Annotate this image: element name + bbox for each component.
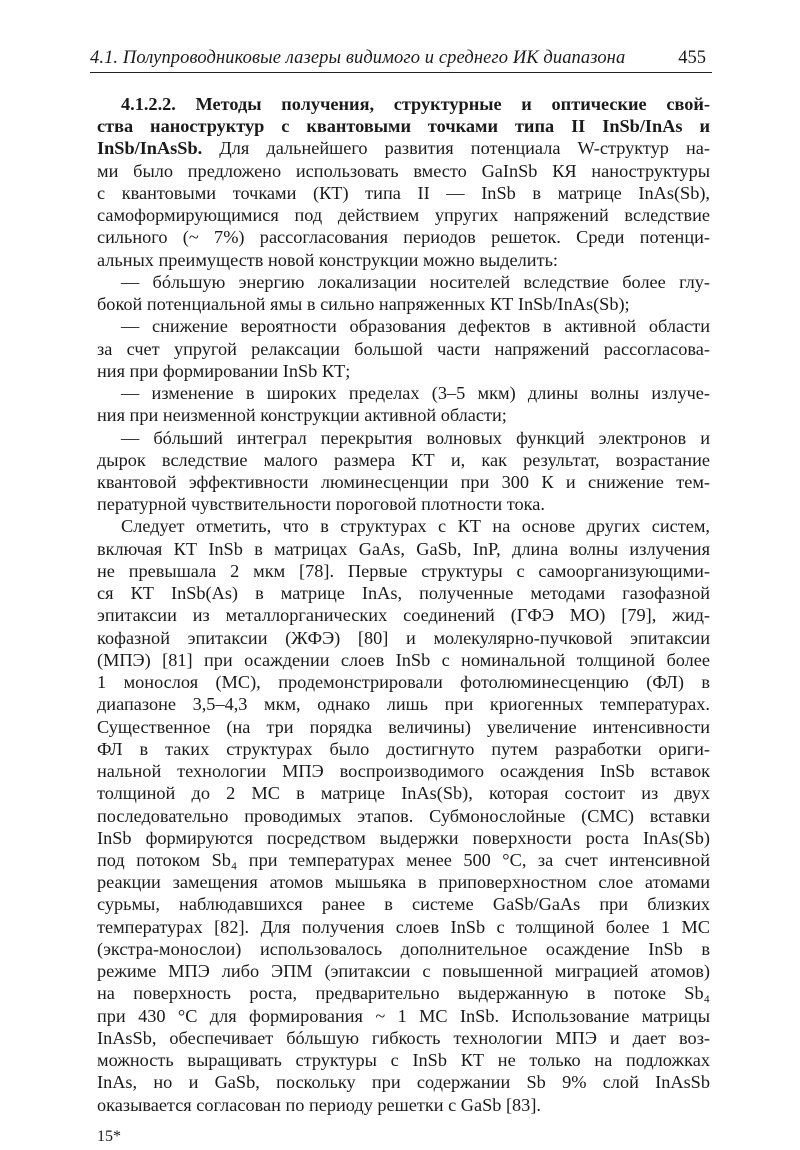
text-line xyxy=(97,916,710,938)
text-line xyxy=(97,627,710,649)
line-text: под потоком Sb₄ при температурах менее 500 °С, за счет интенсивной xyxy=(97,849,710,870)
text-line xyxy=(97,649,710,671)
line-text: альных преимуществ новой конструкции можно выделить: xyxy=(97,249,558,270)
text-line xyxy=(97,538,710,560)
line-text: на поверхность роста, предварительно выдержанную в потоке Sb₄ xyxy=(97,983,710,1004)
page-number: 455 xyxy=(678,48,706,68)
line-text: за счет упругой релаксации большой части напряжений рассогласова- xyxy=(97,338,710,359)
text-line xyxy=(97,160,710,182)
text-line xyxy=(97,338,710,360)
line-text: толщиной до 2 МС в матрице InAs(Sb), которая состоит из двух xyxy=(97,783,710,804)
text-line xyxy=(97,604,710,626)
line-text: температурах [82]. Для получения слоев InSb с толщиной более 1 МС xyxy=(97,916,710,937)
text-line xyxy=(97,226,710,248)
line-text: можность выращивать структуры с InSb КТ не только на подложках xyxy=(97,1050,710,1071)
line-text: при 430 °С для формирования ~ 1 МС InSb. Использование матрицы xyxy=(97,1005,710,1026)
text-line xyxy=(97,716,710,738)
text-line xyxy=(97,293,710,315)
section-heading-text: ства наноструктур с квантовыми точками типа II InSb/InAs и xyxy=(97,116,710,137)
text-line xyxy=(97,271,710,293)
text-line xyxy=(97,1071,710,1093)
line-text: InSb формируются посредством выдержки поверхности роста InAs(Sb) xyxy=(97,827,710,848)
text-line xyxy=(97,449,710,471)
line-text: кофазной эпитаксии (ЖФЭ) [80] и молекулярно-пучковой эпитаксии xyxy=(97,627,710,648)
line-text: нальной технологии МПЭ воспроизводимого осаждения InSb вставок xyxy=(97,761,710,782)
line-text: пературной чувствительности пороговой плотности тока. xyxy=(97,494,545,515)
text-line xyxy=(97,671,710,693)
text-line xyxy=(97,515,710,537)
text-line xyxy=(97,404,710,426)
line-text: ния при неизменной конструкции активной области; xyxy=(97,405,507,426)
line-text: эпитаксии из металлорганических соединений (ГФЭ МО) [79], жид- xyxy=(97,605,710,626)
line-text: — снижение вероятности образования дефектов в активной области xyxy=(121,316,710,337)
text-line xyxy=(97,738,710,760)
line-text: самоформирующимися под действием упругих напряжений вследствие xyxy=(97,205,710,226)
line-text: последовательно проводимых этапов. Субмонослойные (СМС) вставки xyxy=(97,805,710,826)
section-heading-text: 4.1.2.2. Методы получения, структурные и оптические свой- xyxy=(121,94,710,114)
text-line xyxy=(97,315,710,337)
line-text: ния при формировании InSb КТ; xyxy=(97,360,351,381)
line-text: сильного (~ 7%) рассогласования периодов решеток. Среди потенци- xyxy=(97,227,710,248)
text-line xyxy=(97,204,710,226)
text-line xyxy=(97,960,710,982)
line-text: — бóльшую энергию локализации носителей вследствие более глу- xyxy=(121,271,710,292)
text-line xyxy=(97,760,710,782)
line-text: Следует отметить, что в структурах с КТ на основе других систем, xyxy=(121,516,710,537)
line-text: диапазоне 3,5–4,3 мкм, однако лишь при криогенных температурах. xyxy=(97,694,710,715)
line-text: реакции замещения атомов мышьяка в приповерхностном слое атомами xyxy=(97,872,710,893)
text-line xyxy=(97,115,710,137)
line-text: — бóльший интеграл перекрытия волновых функций электронов и xyxy=(121,427,710,448)
line-text: дырок вследствие малого размера КТ и, как результат, возрастание xyxy=(97,449,710,470)
line-text: (экстра-монослои) использовалось дополнительное осаждение InSb в xyxy=(97,938,710,959)
text-line xyxy=(97,693,710,715)
text-line xyxy=(97,938,710,960)
text-line xyxy=(97,982,710,1004)
text-line xyxy=(97,137,710,159)
text-line xyxy=(97,782,710,804)
line-text: квантовой эффективности люминесценции при 300 К и снижение тем- xyxy=(97,471,710,492)
line-text: оказывается согласован по периоду решетки с GaSb [83]. xyxy=(97,1094,541,1115)
text-line xyxy=(97,93,710,115)
line-text: ми было предложено использовать вместо GaInSb КЯ наноструктуры xyxy=(97,160,710,181)
text-line xyxy=(97,471,710,493)
line-text: InAsSb, обеспечивает бóльшую гибкость технологии МПЭ и дает воз- xyxy=(97,1027,710,1048)
line-text: включая КТ InSb в матрицах GaAs, GaSb, InP, длина волны излучения xyxy=(97,538,710,559)
line-text: режиме МПЭ либо ЭПМ (эпитаксии с повышенной миграцией атомов) xyxy=(97,961,710,982)
line-text: с квантовыми точками (КТ) типа II — InSb в матрице InAs(Sb), xyxy=(97,182,710,203)
running-header xyxy=(90,48,712,73)
text-line xyxy=(97,1049,710,1071)
text-line xyxy=(97,360,710,382)
text-line xyxy=(97,871,710,893)
text-line xyxy=(97,382,710,404)
text-line xyxy=(97,493,710,515)
text-line xyxy=(97,1027,710,1049)
line-text: (МПЭ) [81] при осаждении слоев InSb с номинальной толщиной более xyxy=(97,649,710,670)
line-text: 1 монослоя (МС), продемонстрировали фотолюминесценцию (ФЛ) в xyxy=(97,672,710,693)
text-line xyxy=(97,582,710,604)
text-line xyxy=(97,560,710,582)
line-text: ся КТ InSb(As) в матрице InAs, полученные методами газофазной xyxy=(97,583,710,604)
text-line xyxy=(97,182,710,204)
line-text: — изменение в широких пределах (3–5 мкм) длины волны излуче- xyxy=(121,383,710,404)
text-line xyxy=(97,1005,710,1027)
text-line xyxy=(97,249,710,271)
text-line xyxy=(97,827,710,849)
line-text: Существенное (на три порядка величины) увеличение интенсивности xyxy=(97,716,710,737)
line-text: бокой потенциальной ямы в сильно напряженных КТ InSb/InAs(Sb); xyxy=(97,294,630,315)
text-line xyxy=(97,893,710,915)
text-line xyxy=(97,1094,710,1116)
line-text: Для дальнейшего развития потенциала W-структур на- xyxy=(202,138,710,159)
line-text: ФЛ в таких структурах было достигнуто путем разработки ориги- xyxy=(97,738,710,759)
line-text: не превышала 2 мкм [78]. Первые структуры с самоорганизующими- xyxy=(97,560,710,581)
line-text: сурьмы, наблюдавшихся ранее в системе GaSb/GaAs при близких xyxy=(97,894,710,915)
section-heading-text: InSb/InAsSb. xyxy=(97,138,203,159)
signature-mark: 15* xyxy=(97,1128,121,1145)
text-line xyxy=(97,805,710,827)
section-body xyxy=(97,93,710,1116)
text-line xyxy=(97,427,710,449)
running-header-title: 4.1. Полупроводниковые лазеры видимого и среднего ИК диапазона xyxy=(90,48,626,68)
line-text: InAs, но и GaSb, поскольку при содержании Sb 9% слой InAsSb xyxy=(97,1072,710,1093)
text-line xyxy=(97,849,710,871)
